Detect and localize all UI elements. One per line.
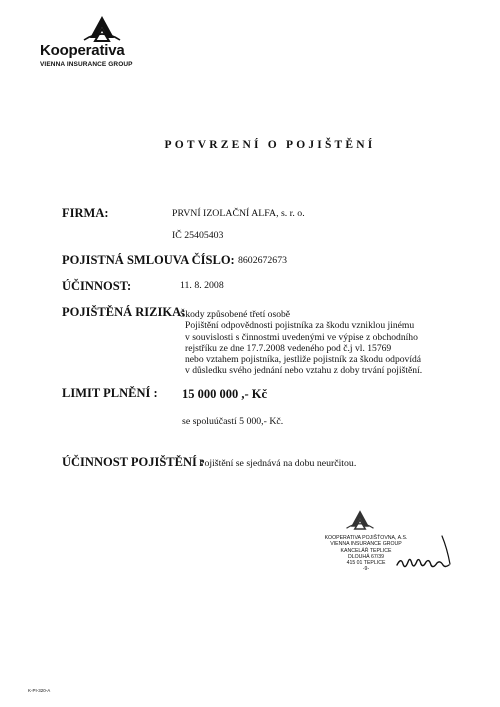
- stamp-line: 415 01 TEPLICE: [346, 560, 386, 567]
- company-id: IČ 25405403: [172, 230, 224, 241]
- firma-label: FIRMA:: [62, 206, 109, 220]
- rizika-text: [180, 309, 423, 377]
- spoluucast: se spoluúčastí 5 000,- Kč.: [182, 416, 284, 427]
- brand-subtitle: VIENNA INSURANCE GROUP: [40, 61, 133, 68]
- firma-name: PRVNÍ IZOLAČNÍ ALFA, s. r. o.: [172, 208, 305, 219]
- document-title: POTVRZENÍ O POJIŠTĚNÍ: [164, 139, 376, 151]
- rizika-line: Pojištění odpovědnosti pojistníka za škodu vzniklou jinému: [185, 320, 415, 332]
- rizika-line: nebo vztahem pojistníka, jestliže pojistník za škodu odpovídá: [185, 354, 422, 366]
- smlouva-label: POJISTNÁ SMLOUVA ČÍSLO:: [62, 253, 235, 267]
- stamp-line: VIENNA INSURANCE GROUP: [330, 541, 402, 548]
- stamp-line: KOOPERATIVA POJIŠŤOVNA, A.S.: [324, 535, 408, 541]
- ucinnost-label: ÚČINNOST:: [62, 279, 132, 293]
- rizika-line: v důsledku svého jednání nebo vztahu z doby trvání pojištění.: [185, 365, 423, 377]
- rizika-line: v souvislosti s činnostmi uvedenými ve výpise z obchodního: [185, 331, 418, 343]
- rizika-line: rejstříku ze dne 17.7.2008 vedeného pod č.j vl. 15769: [185, 342, 392, 354]
- stamp-line: KANCELÁŘ TEPLICE: [340, 547, 392, 554]
- signature-icon: [395, 532, 455, 577]
- ucinnost-value: 11. 8. 2008: [180, 280, 224, 291]
- kooperativa-logo-icon: [345, 508, 375, 532]
- rizika-line: Škody způsobené třetí osobě: [180, 309, 291, 320]
- smlouva-value: 8602672673: [238, 255, 287, 266]
- stamp-line: -9-: [362, 566, 370, 573]
- limit-value: 15 000 000 ,- Kč: [182, 387, 268, 401]
- form-code: K-PI-320-A: [28, 688, 51, 693]
- ucinnost-pojisteni-label: ÚČINNOST POJIŠTĚNÍ :: [62, 455, 205, 469]
- kooperativa-logo-icon: [82, 14, 122, 44]
- ucinnost-pojisteni-value: Pojištění se sjednává na dobu neurčitou.: [199, 458, 357, 469]
- rizika-label: POJIŠTĚNÁ RIZIKA:: [62, 305, 186, 319]
- stamp-line: DLOUHÁ 67/39: [347, 553, 385, 560]
- brand-name: Kooperativa: [40, 42, 125, 59]
- limit-label: LIMIT PLNĚNÍ :: [62, 386, 158, 400]
